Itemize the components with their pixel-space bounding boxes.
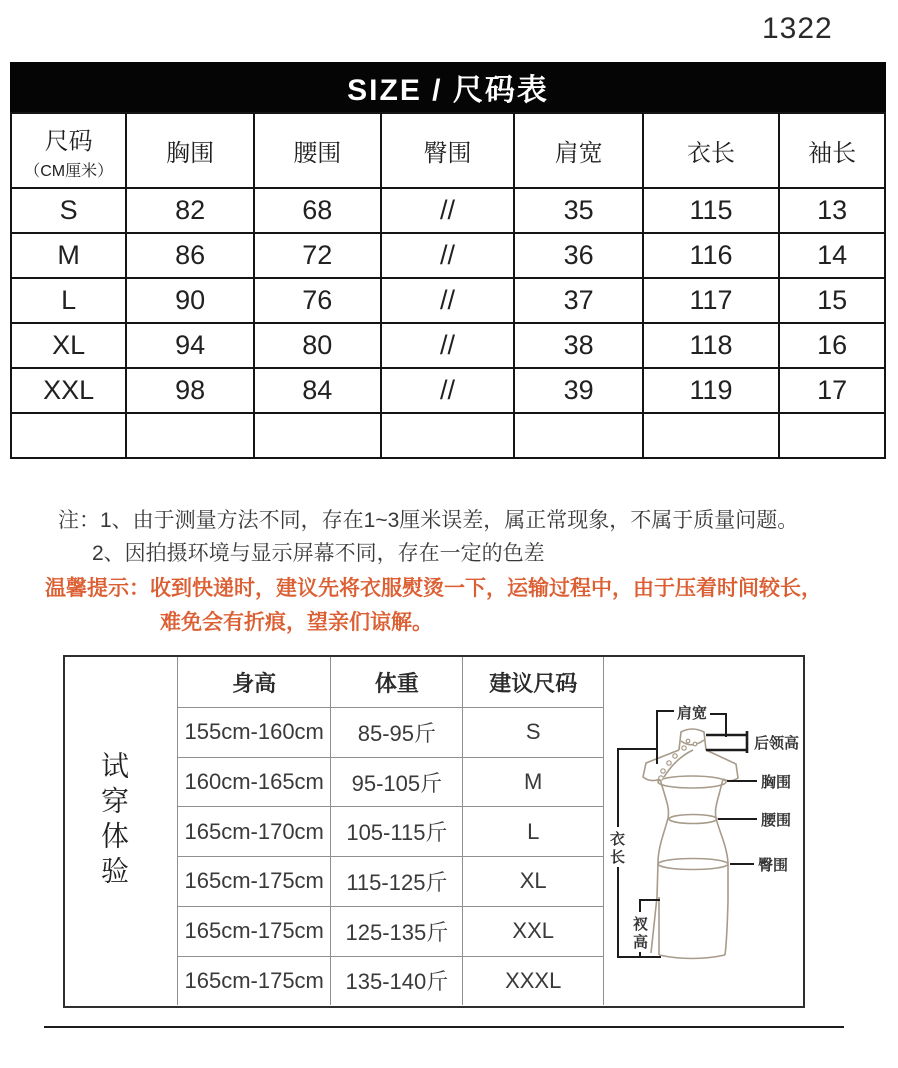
cell: // — [381, 323, 515, 368]
warm-tip-line-2: 难免会有折痕，望亲们谅解。 — [160, 611, 433, 634]
cell: 119 — [643, 368, 779, 413]
cell: 125-135斤 — [331, 906, 463, 956]
table-row — [178, 956, 604, 1005]
cell: 94 — [126, 323, 254, 368]
col-header-waist: 腰围 — [254, 113, 381, 188]
back-collar-height-label: 后领高 — [754, 735, 800, 752]
cell: 135-140斤 — [331, 956, 463, 1005]
col-header-height: 身高 — [178, 657, 331, 708]
fit-side-label: 试穿体验 — [98, 751, 129, 891]
waist-label: 腰围 — [761, 812, 792, 829]
cell: 85-95斤 — [331, 708, 463, 758]
col-header-hip: 臀围 — [381, 113, 515, 188]
cell — [779, 413, 885, 458]
cell: 39 — [514, 368, 642, 413]
cell — [126, 413, 254, 458]
col-header-size-unit: （CM厘米） — [24, 162, 114, 180]
cell: 68 — [254, 188, 381, 233]
table-row — [11, 278, 885, 323]
table-row — [178, 708, 604, 758]
cell: 16 — [779, 323, 885, 368]
shoulder-width-label: 肩宽 — [677, 705, 708, 722]
cell: // — [381, 368, 515, 413]
col-header-bust: 胸围 — [126, 113, 254, 188]
table-row — [178, 857, 604, 907]
cell: XXXL — [463, 956, 604, 1005]
cell: XXL — [11, 368, 126, 413]
cell: 115 — [643, 188, 779, 233]
table-row — [11, 188, 885, 233]
cell: 116 — [643, 233, 779, 278]
fit-section-box — [63, 655, 805, 1008]
table-row — [178, 906, 604, 956]
cell: XXL — [463, 906, 604, 956]
table-row — [11, 323, 885, 368]
col-header-shoulder: 肩宽 — [514, 113, 642, 188]
cell: XL — [11, 323, 126, 368]
hip-label: 臀围 — [758, 857, 789, 874]
col-header-length: 衣长 — [643, 113, 779, 188]
cell: 38 — [514, 323, 642, 368]
cell — [514, 413, 642, 458]
cell: M — [463, 757, 604, 807]
note-line-2: 2、因拍摄环境与显示屏幕不同，存在一定的色差 — [92, 542, 545, 565]
cell: 160cm-165cm — [178, 757, 331, 807]
cell: 117 — [643, 278, 779, 323]
cell: 165cm-175cm — [178, 956, 331, 1005]
col-header-weight: 体重 — [331, 657, 463, 708]
cell: 90 — [126, 278, 254, 323]
size-title: SIZE / 尺码表 — [347, 74, 549, 107]
cell: XL — [463, 857, 604, 907]
cell: // — [381, 188, 515, 233]
slit-label-char2: 高 — [633, 934, 649, 951]
table-row — [11, 233, 885, 278]
cell: 165cm-170cm — [178, 807, 331, 857]
cell: 115-125斤 — [331, 857, 463, 907]
cell: M — [11, 233, 126, 278]
length-label-char1: 衣 — [610, 831, 626, 848]
cell: 165cm-175cm — [178, 857, 331, 907]
size-table — [10, 112, 886, 459]
cell: L — [463, 807, 604, 857]
bust-label: 胸围 — [761, 774, 792, 791]
slit-label-char1: 衩 — [633, 916, 649, 933]
table-row — [178, 757, 604, 807]
length-label-char2: 长 — [610, 849, 626, 866]
cell: 80 — [254, 323, 381, 368]
cell: 95-105斤 — [331, 757, 463, 807]
page-number: 1322 — [762, 12, 833, 45]
warm-tip-line-1: 温馨提示：收到快递时，建议先将衣服熨烫一下，运输过程中，由于压着时间较长， — [45, 577, 822, 600]
cell: 37 — [514, 278, 642, 323]
col-header-suggested-size: 建议尺码 — [463, 657, 604, 708]
cell — [11, 413, 126, 458]
cell: 82 — [126, 188, 254, 233]
cell — [254, 413, 381, 458]
size-table-header-row — [11, 113, 885, 188]
cell: 72 — [254, 233, 381, 278]
cell: 76 — [254, 278, 381, 323]
cell: S — [11, 188, 126, 233]
cell: 118 — [643, 323, 779, 368]
cell: 15 — [779, 278, 885, 323]
cell: 35 — [514, 188, 642, 233]
table-row-empty — [11, 413, 885, 458]
cell: 13 — [779, 188, 885, 233]
table-row — [11, 368, 885, 413]
cell: // — [381, 233, 515, 278]
cell — [381, 413, 515, 458]
bottom-divider — [44, 1026, 844, 1028]
cell: 98 — [126, 368, 254, 413]
cell: 84 — [254, 368, 381, 413]
fit-table-header-row — [178, 657, 604, 708]
note-line-1: 注：1、由于测量方法不同，存在1~3厘米误差，属正常现象，不属于质量问题。 — [58, 509, 799, 532]
cell: L — [11, 278, 126, 323]
size-title-bar — [10, 62, 886, 112]
col-header-size-label: 尺码 — [44, 127, 93, 155]
col-header-size — [11, 113, 126, 188]
cell: 86 — [126, 233, 254, 278]
fit-table — [177, 657, 604, 1005]
cell: 105-115斤 — [331, 807, 463, 857]
cell — [643, 413, 779, 458]
cell: // — [381, 278, 515, 323]
cell: 155cm-160cm — [178, 708, 331, 758]
cell: 14 — [779, 233, 885, 278]
cell: 165cm-175cm — [178, 906, 331, 956]
cell: S — [463, 708, 604, 758]
col-header-sleeve: 袖长 — [779, 113, 885, 188]
cell: 17 — [779, 368, 885, 413]
cell: 36 — [514, 233, 642, 278]
table-row — [178, 807, 604, 857]
dress-measure-diagram — [604, 657, 803, 1005]
